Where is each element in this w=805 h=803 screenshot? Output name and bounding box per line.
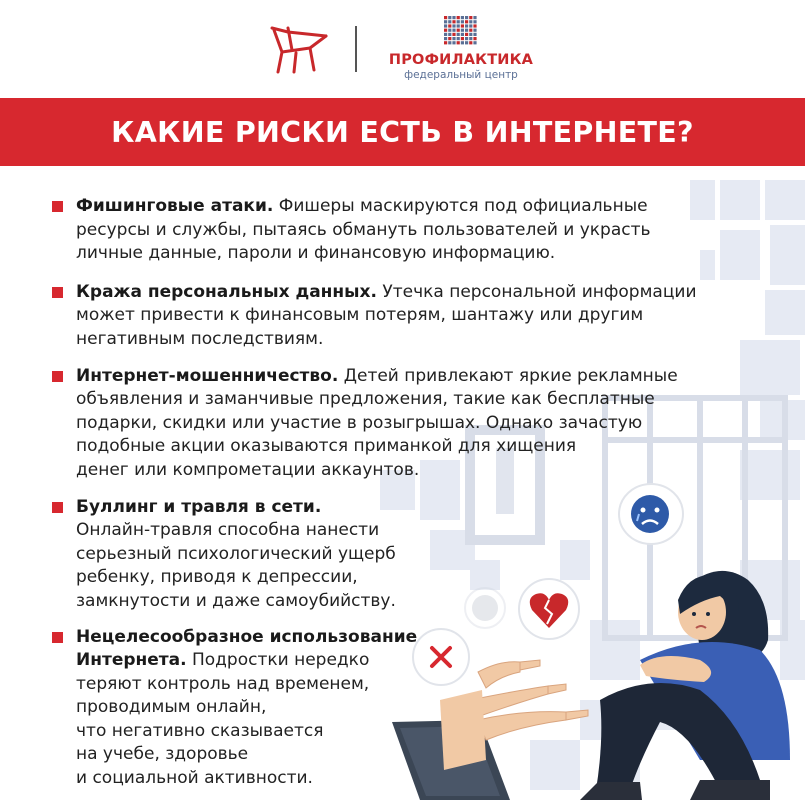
grid-logo-cell bbox=[448, 41, 451, 44]
item-text: подобные акции оказываются приманкой для хищения bbox=[76, 436, 577, 457]
grid-logo-cell bbox=[473, 24, 476, 27]
page-title: КАКИЕ РИСКИ ЕСТЬ В ИНТЕРНЕТЕ? bbox=[111, 115, 694, 149]
grid-logo-cell bbox=[461, 29, 464, 32]
grid-logo-icon bbox=[444, 16, 478, 48]
item-text: Утечка персональной информации bbox=[376, 281, 697, 302]
grid-logo-cell bbox=[465, 24, 468, 27]
grid-logo-cell bbox=[452, 29, 455, 32]
grid-logo-cell bbox=[473, 37, 476, 40]
item-text: ребенку, приводя к депрессии, bbox=[76, 567, 358, 588]
grid-logo-cell bbox=[448, 37, 451, 40]
list-item bbox=[50, 496, 750, 614]
list-item bbox=[50, 195, 750, 266]
item-title-2: Интернета. bbox=[76, 650, 187, 671]
grid-logo-cell bbox=[457, 16, 460, 19]
grid-logo-cell bbox=[461, 41, 464, 44]
item-title: Интернет-мошенничество. bbox=[76, 365, 339, 386]
item-text: может привести к финансовым потерям, шантажу или другим bbox=[76, 305, 644, 326]
grid-logo-cell bbox=[473, 20, 476, 23]
chair-logo-icon bbox=[268, 22, 332, 76]
bg-square bbox=[765, 180, 805, 220]
header-divider bbox=[355, 26, 357, 72]
grid-logo-cell bbox=[469, 37, 472, 40]
grid-logo-cell bbox=[461, 16, 464, 19]
item-text: что негативно сказывается bbox=[76, 720, 324, 741]
item-text: серьезный психологический ущерб bbox=[76, 543, 396, 564]
item-text: на учебе, здоровье bbox=[76, 744, 249, 765]
grid-logo-cell bbox=[452, 20, 455, 23]
grid-logo-cell bbox=[473, 33, 476, 36]
grid-logo-cell bbox=[444, 41, 447, 44]
bullet-square bbox=[52, 632, 63, 643]
risks-list bbox=[50, 195, 750, 803]
bullet-square bbox=[52, 371, 63, 382]
bullet-square bbox=[52, 287, 63, 298]
grid-logo-cell bbox=[465, 29, 468, 32]
grid-logo-cell bbox=[448, 24, 451, 27]
item-text: объявления и заманчивые предложения, такие как бесплатные bbox=[76, 389, 655, 410]
bg-square bbox=[765, 290, 805, 335]
grid-logo-cell bbox=[448, 20, 451, 23]
grid-logo-cell bbox=[473, 16, 476, 19]
grid-logo-cell bbox=[465, 37, 468, 40]
grid-logo-cell bbox=[473, 41, 476, 44]
list-item bbox=[50, 626, 750, 791]
title-banner bbox=[0, 98, 805, 166]
grid-logo-cell bbox=[444, 16, 447, 19]
grid-logo-cell bbox=[444, 29, 447, 32]
item-title: Буллинг и травля в сети. bbox=[76, 496, 322, 517]
header bbox=[0, 0, 805, 98]
grid-logo-cell bbox=[457, 33, 460, 36]
grid-logo-cell bbox=[452, 24, 455, 27]
grid-logo-cell bbox=[448, 33, 451, 36]
bullet-square bbox=[52, 201, 63, 212]
item-text: замкнутости и даже самоубийству. bbox=[76, 590, 396, 611]
item-text: подарки, скидки или участие в розыгрышах. Однако зачастую bbox=[76, 412, 643, 433]
grid-logo-cell bbox=[457, 29, 460, 32]
item-text: личные данные, пароли и финансовую информацию. bbox=[76, 243, 556, 264]
brand-name: ПРОФИЛАКТИКА bbox=[388, 52, 534, 68]
item-title: Фишинговые атаки. bbox=[76, 196, 274, 216]
grid-logo-cell bbox=[448, 29, 451, 32]
grid-logo-cell bbox=[461, 33, 464, 36]
grid-logo-cell bbox=[469, 29, 472, 32]
item-text: и социальной активности. bbox=[76, 768, 313, 789]
grid-logo-cell bbox=[469, 24, 472, 27]
grid-logo-cell bbox=[457, 20, 460, 23]
grid-logo-cell bbox=[461, 20, 464, 23]
grid-logo-cell bbox=[469, 20, 472, 23]
grid-logo-cell bbox=[452, 37, 455, 40]
grid-logo-cell bbox=[444, 37, 447, 40]
item-text: Детей привлекают яркие рекламные bbox=[338, 365, 678, 386]
item-text: денег или компрометации аккаунтов. bbox=[76, 459, 420, 480]
grid-logo-cell bbox=[452, 41, 455, 44]
grid-logo-cell bbox=[448, 16, 451, 19]
grid-logo-cell bbox=[457, 37, 460, 40]
item-title: Кража персональных данных. bbox=[76, 281, 377, 302]
grid-logo-cell bbox=[469, 41, 472, 44]
list-item bbox=[50, 365, 750, 483]
grid-logo-cell bbox=[461, 24, 464, 27]
grid-logo-cell bbox=[469, 16, 472, 19]
grid-logo-cell bbox=[457, 41, 460, 44]
grid-logo-cell bbox=[444, 33, 447, 36]
item-text: проводимым онлайн, bbox=[76, 697, 267, 718]
item-text: Подростки нередко bbox=[186, 650, 370, 671]
grid-logo-cell bbox=[457, 24, 460, 27]
bullet-square bbox=[52, 502, 63, 513]
grid-logo-cell bbox=[465, 41, 468, 44]
grid-logo-cell bbox=[465, 20, 468, 23]
item-title: Нецелесообразное использование bbox=[76, 626, 418, 647]
grid-logo-cell bbox=[444, 20, 447, 23]
item-text: ресурсы и службы, пытаясь обмануть пользователей и украсть bbox=[76, 219, 651, 240]
grid-logo-cell bbox=[452, 33, 455, 36]
item-text: Онлайн-травля способна нанести bbox=[76, 520, 380, 541]
grid-logo-cell bbox=[469, 33, 472, 36]
grid-logo-cell bbox=[452, 16, 455, 19]
grid-logo-cell bbox=[473, 29, 476, 32]
brand-subtitle: федеральный центр bbox=[404, 69, 518, 81]
grid-logo-cell bbox=[461, 37, 464, 40]
grid-logo-cell bbox=[444, 24, 447, 27]
item-text: теряют контроль над временем, bbox=[76, 673, 370, 694]
item-text: негативным последствиям. bbox=[76, 328, 324, 349]
list-item bbox=[50, 281, 750, 352]
item-text: Фишеры маскируются под официальные bbox=[273, 196, 648, 216]
bg-square bbox=[770, 225, 805, 285]
grid-logo-cell bbox=[465, 16, 468, 19]
grid-logo-cell bbox=[465, 33, 468, 36]
